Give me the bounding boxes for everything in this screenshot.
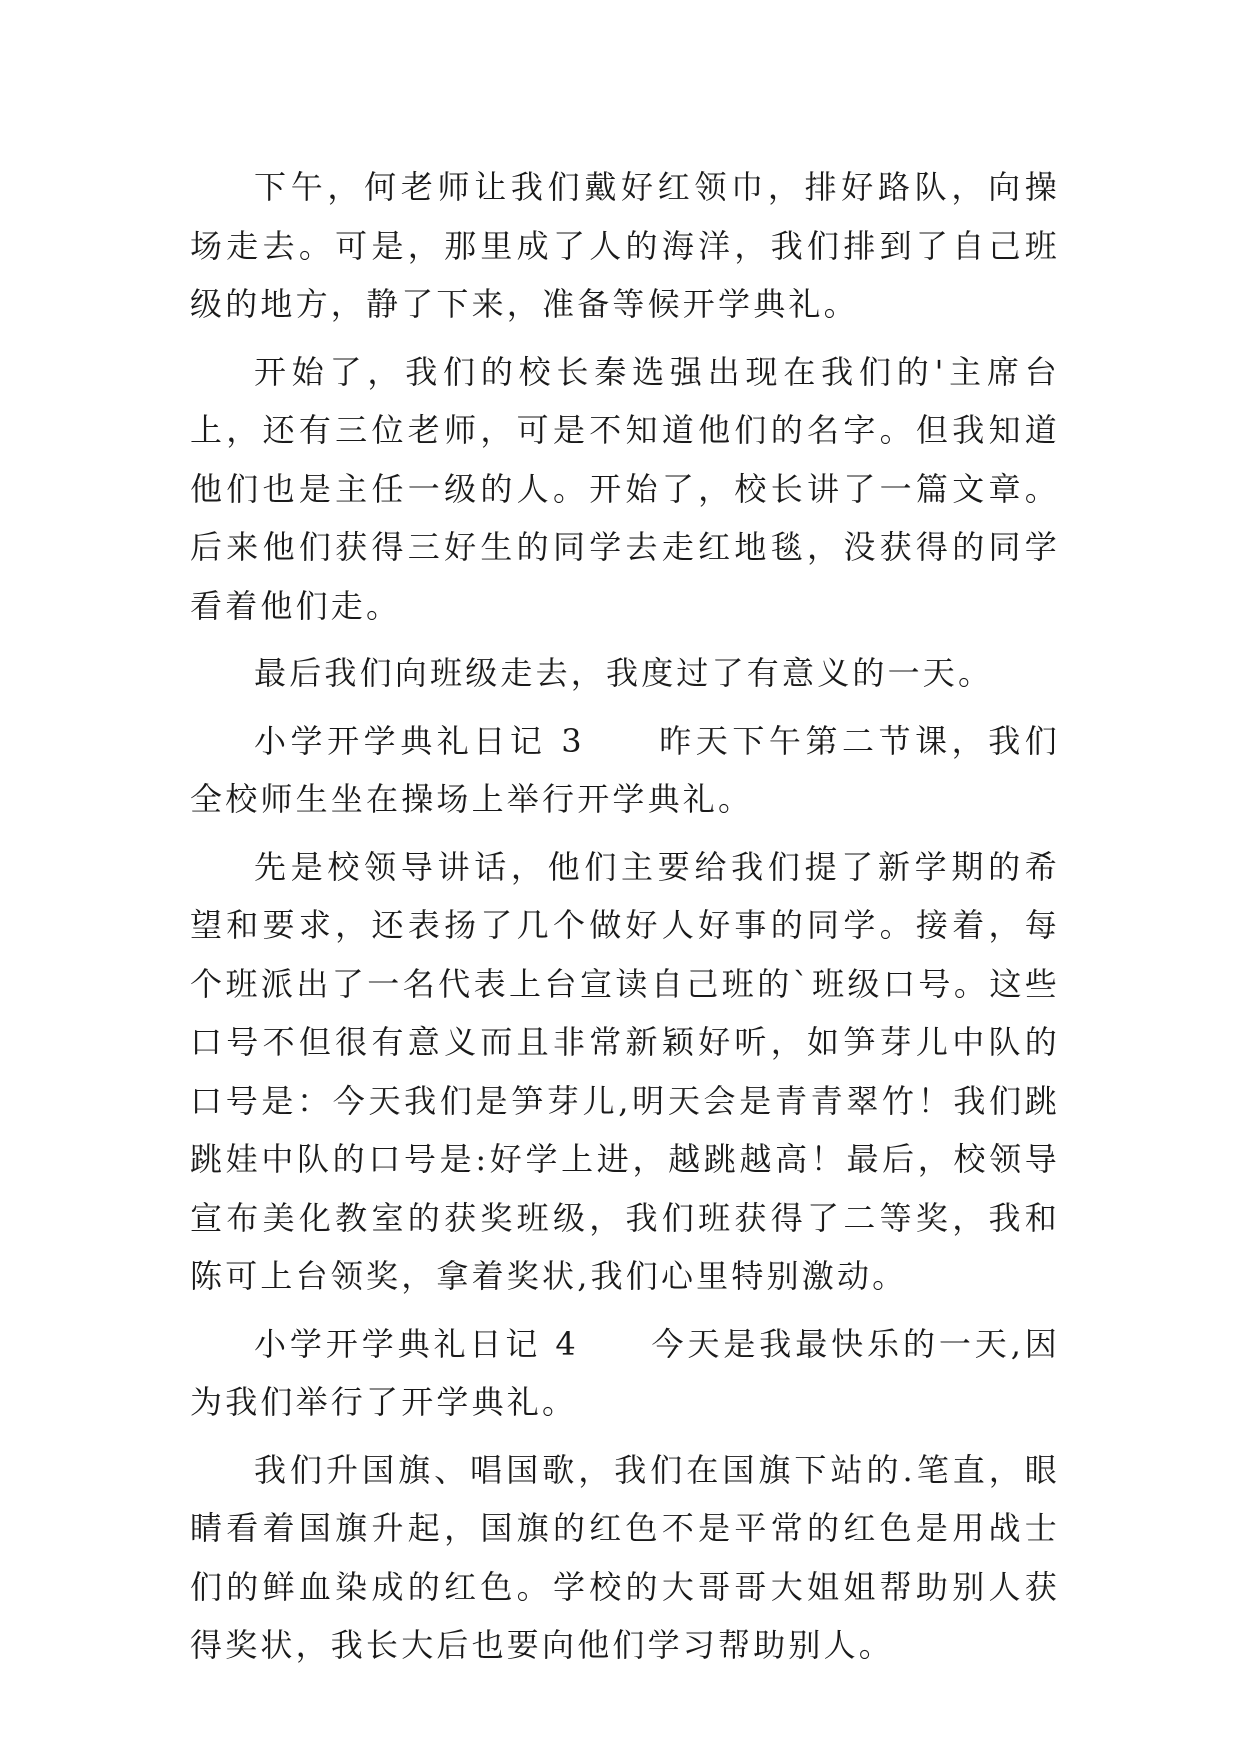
diary-heading-paragraph: 小学开学典礼日记 4 今天是我最快乐的一天,因为我们举行了开学典礼。 [190,1324,1060,1421]
paragraph: 最后我们向班级走去，我度过了有意义的一天。 [254,654,994,692]
paragraph: 下午，何老师让我们戴好红领巾，排好路队，向操场走去。可是，那里成了人的海洋，我们排到了自己班级的地方，静了下来，准备等候开学典礼。 [190,168,1060,323]
paragraph: 我们升国旗、唱国歌，我们在国旗下站的.笔直，眼睛看着国旗升起，国旗的红色不是平常的红色是用战士们的鲜血染成的红色。学校的大哥哥大姐姐帮助别人获得奖状，我长大后也要向他们学习帮助别人。 [190,1450,1060,1664]
diary-heading-paragraph: 小学开学典礼日记 3 昨天下午第二节课，我们全校师生坐在操场上举行开学典礼。 [190,721,1060,818]
paragraph: 先是校领导讲话，他们主要给我们提了新学期的希望和要求，还表扬了几个做好人好事的同学。接着，每个班派出了一名代表上台宣读自己班的`班级口号。这些口号不但很有意义而且非常新颖好听，如笋芽儿中队的口号是：今天我们是笋芽儿,明天会是青青翠竹！我们跳跳娃中队的口号是:好学上进，越跳越高！最后，校领导宣布美化教室的获奖班级，我们班获得了二等奖，我和陈可上台领奖，拿着奖状,我们心里特别激动。 [190,847,1060,1295]
paragraph: 开始了，我们的校长秦选强出现在我们的'主席台上，还有三位老师，可是不知道他们的名字。但我知道他们也是主任一级的人。开始了，校长讲了一篇文章。后来他们获得三好生的同学去走红地毯，没获得的同学看着他们走。 [190,352,1060,625]
document-body [190,158,1060,1684]
